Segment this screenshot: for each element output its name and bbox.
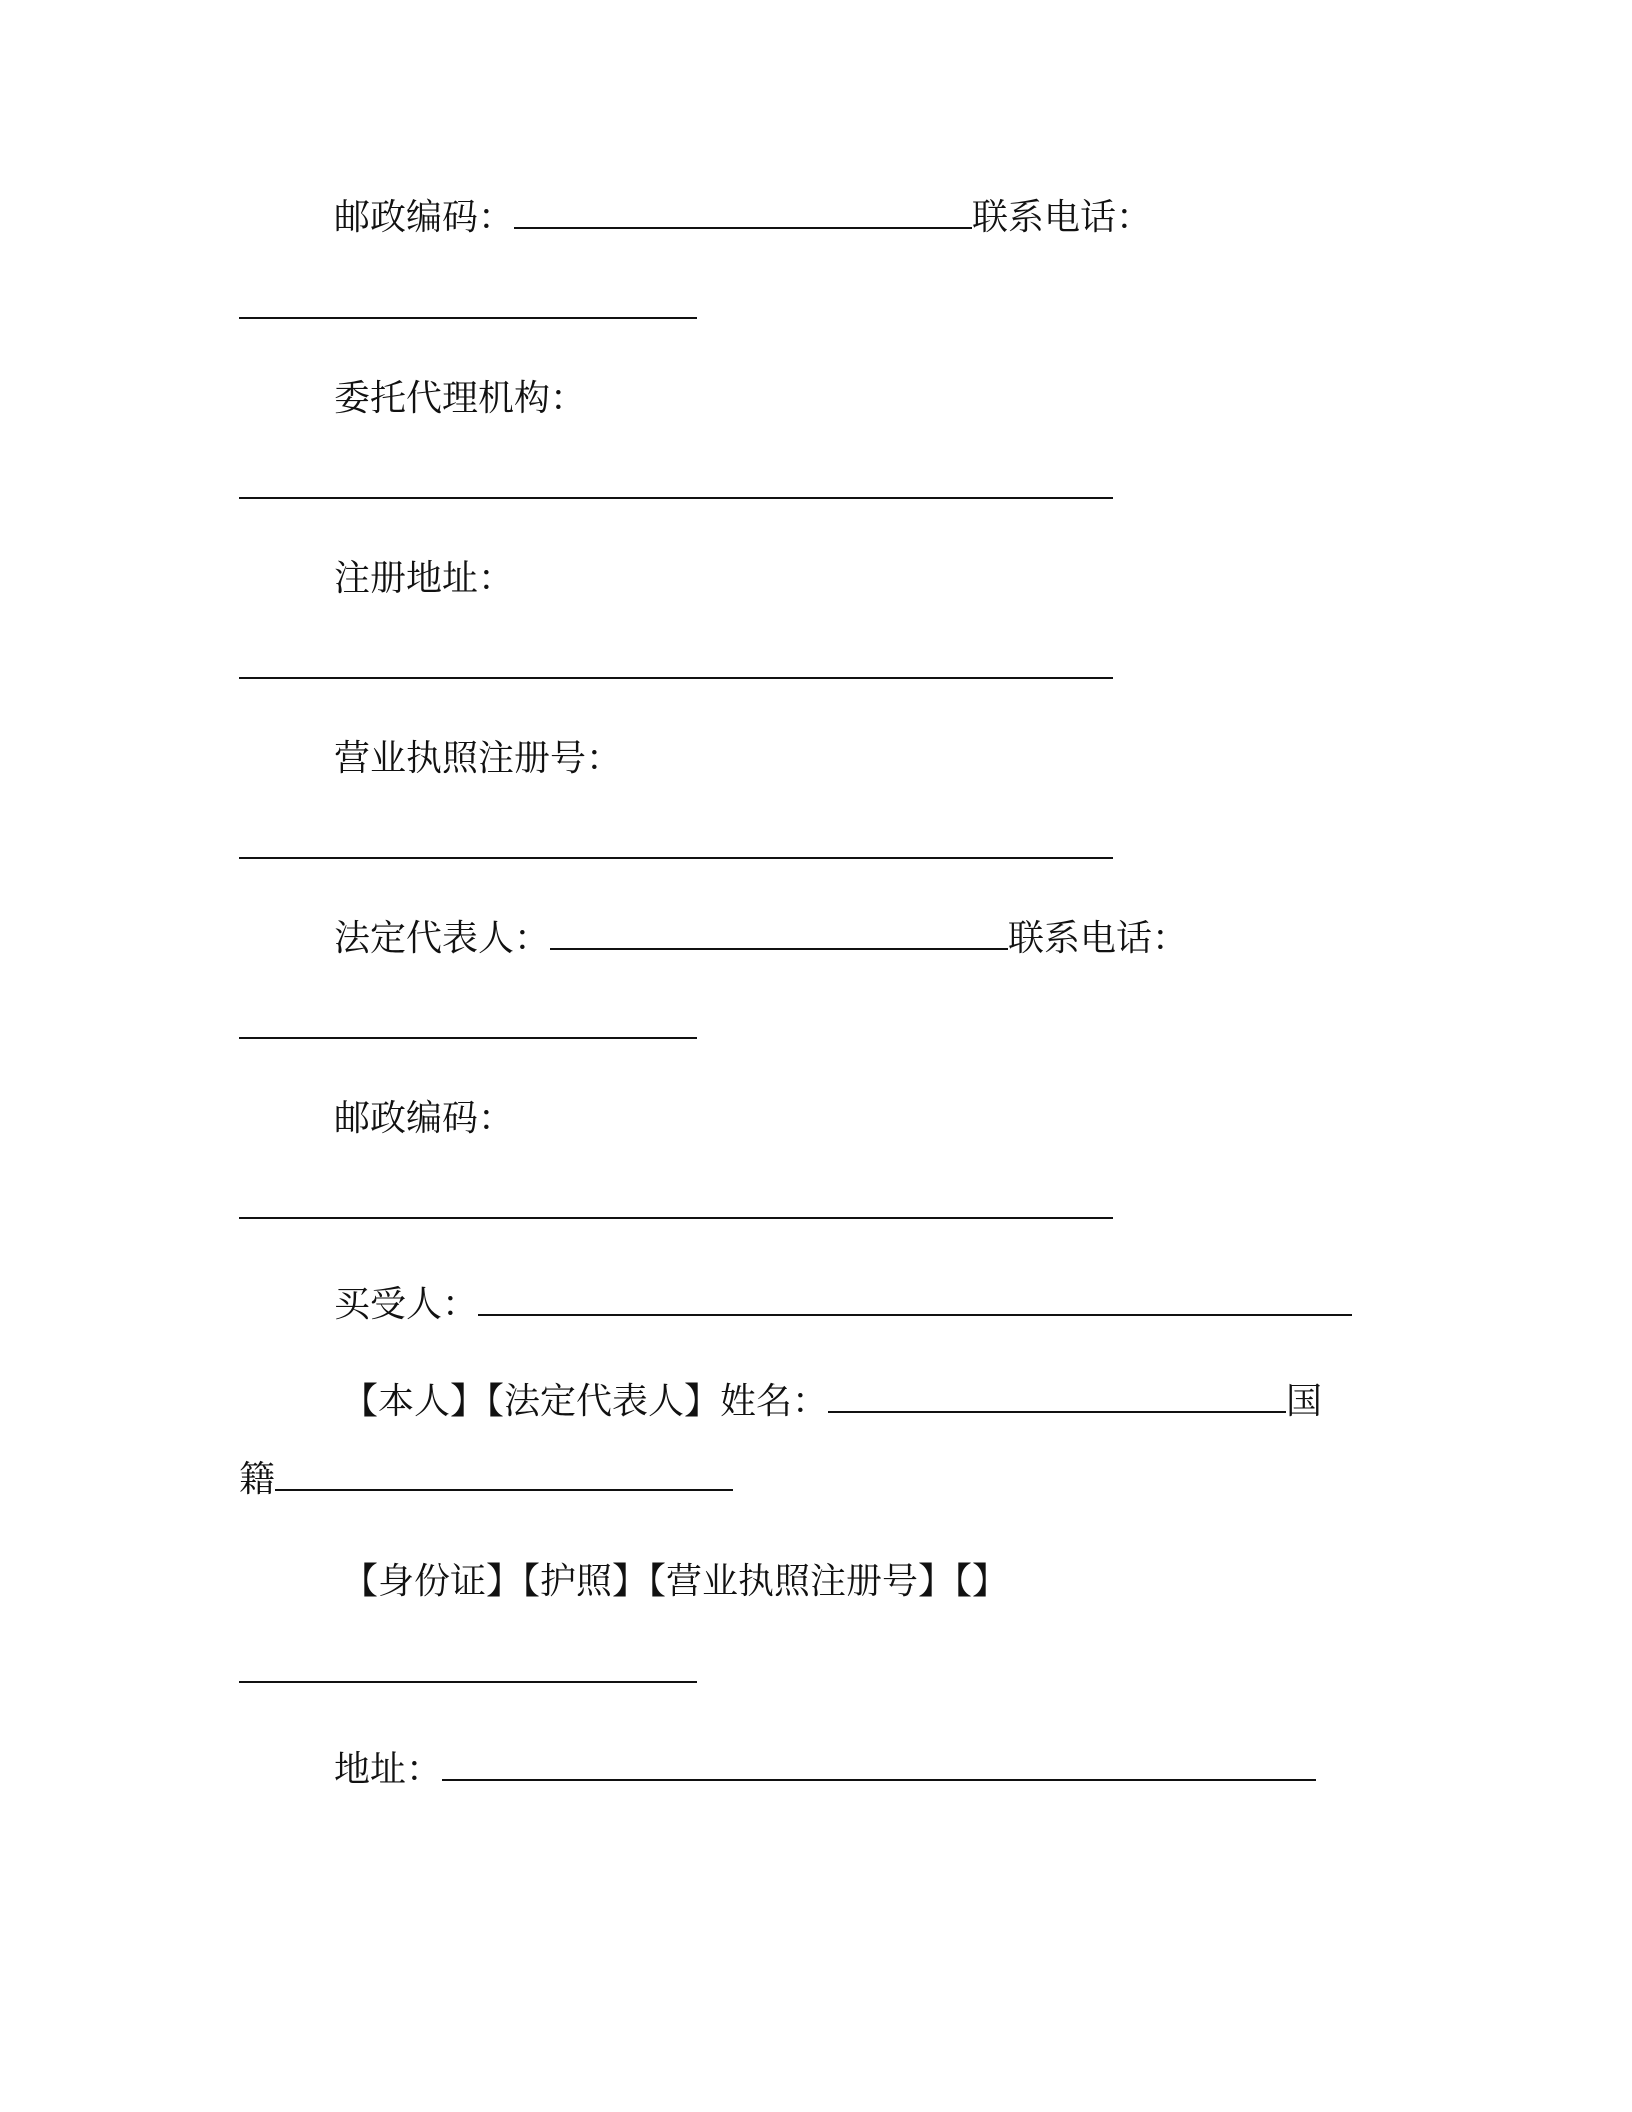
nationality-label-part1: 国 [1286, 1381, 1323, 1422]
id-number-blank-row [239, 1650, 697, 1694]
phone-blank[interactable] [239, 287, 697, 319]
postal-code-blank-row-2 [239, 1186, 1113, 1230]
agency-row [334, 377, 586, 421]
reg-address-label: 注册地址： [334, 558, 515, 599]
nationality-row [239, 1458, 733, 1502]
phone-blank-row-2 [239, 1006, 697, 1050]
postal-code-row-2 [334, 1097, 514, 1141]
name-line-label: 【本人】【法定代表人】姓名： [342, 1381, 829, 1422]
phone-label: 联系电话： [972, 197, 1153, 238]
postal-code-blank[interactable] [514, 197, 972, 229]
name-blank[interactable] [828, 1381, 1286, 1413]
legal-rep-label: 法定代表人： [334, 918, 551, 959]
reg-address-blank-row [239, 646, 1113, 690]
postal-phone-row-1 [334, 196, 1152, 240]
postal-code-label-2: 邮政编码： [334, 1098, 515, 1139]
nationality-label-part2: 籍 [239, 1459, 276, 1500]
address-label: 地址： [334, 1749, 443, 1790]
reg-address-blank[interactable] [239, 647, 1113, 679]
postal-code-label: 邮政编码： [334, 197, 515, 238]
business-license-blank-row [239, 826, 1113, 870]
id-number-blank[interactable] [239, 1651, 697, 1683]
agency-blank[interactable] [239, 467, 1113, 499]
agency-blank-row [239, 466, 1113, 510]
business-license-blank[interactable] [239, 827, 1113, 859]
legal-rep-blank[interactable] [550, 918, 1008, 950]
reg-address-row [334, 557, 514, 601]
buyer-row [334, 1283, 1352, 1327]
postal-code-blank-2[interactable] [239, 1187, 1113, 1219]
buyer-label: 买受人： [334, 1284, 479, 1325]
address-row [334, 1748, 1316, 1792]
id-type-row [342, 1560, 1008, 1604]
business-license-label: 营业执照注册号： [334, 738, 623, 779]
legal-rep-phone-row [334, 917, 1188, 961]
phone-blank-row-1 [239, 286, 697, 330]
address-blank[interactable] [442, 1749, 1316, 1781]
agency-label: 委托代理机构： [334, 378, 587, 419]
name-row [342, 1380, 1322, 1424]
business-license-row [334, 737, 622, 781]
phone-blank-2[interactable] [239, 1007, 697, 1039]
buyer-blank[interactable] [478, 1284, 1352, 1316]
nationality-blank[interactable] [275, 1459, 733, 1491]
phone-label-2: 联系电话： [1008, 918, 1189, 959]
id-type-label: 【身份证】【护照】【营业执照注册号】【】 [342, 1561, 1009, 1602]
